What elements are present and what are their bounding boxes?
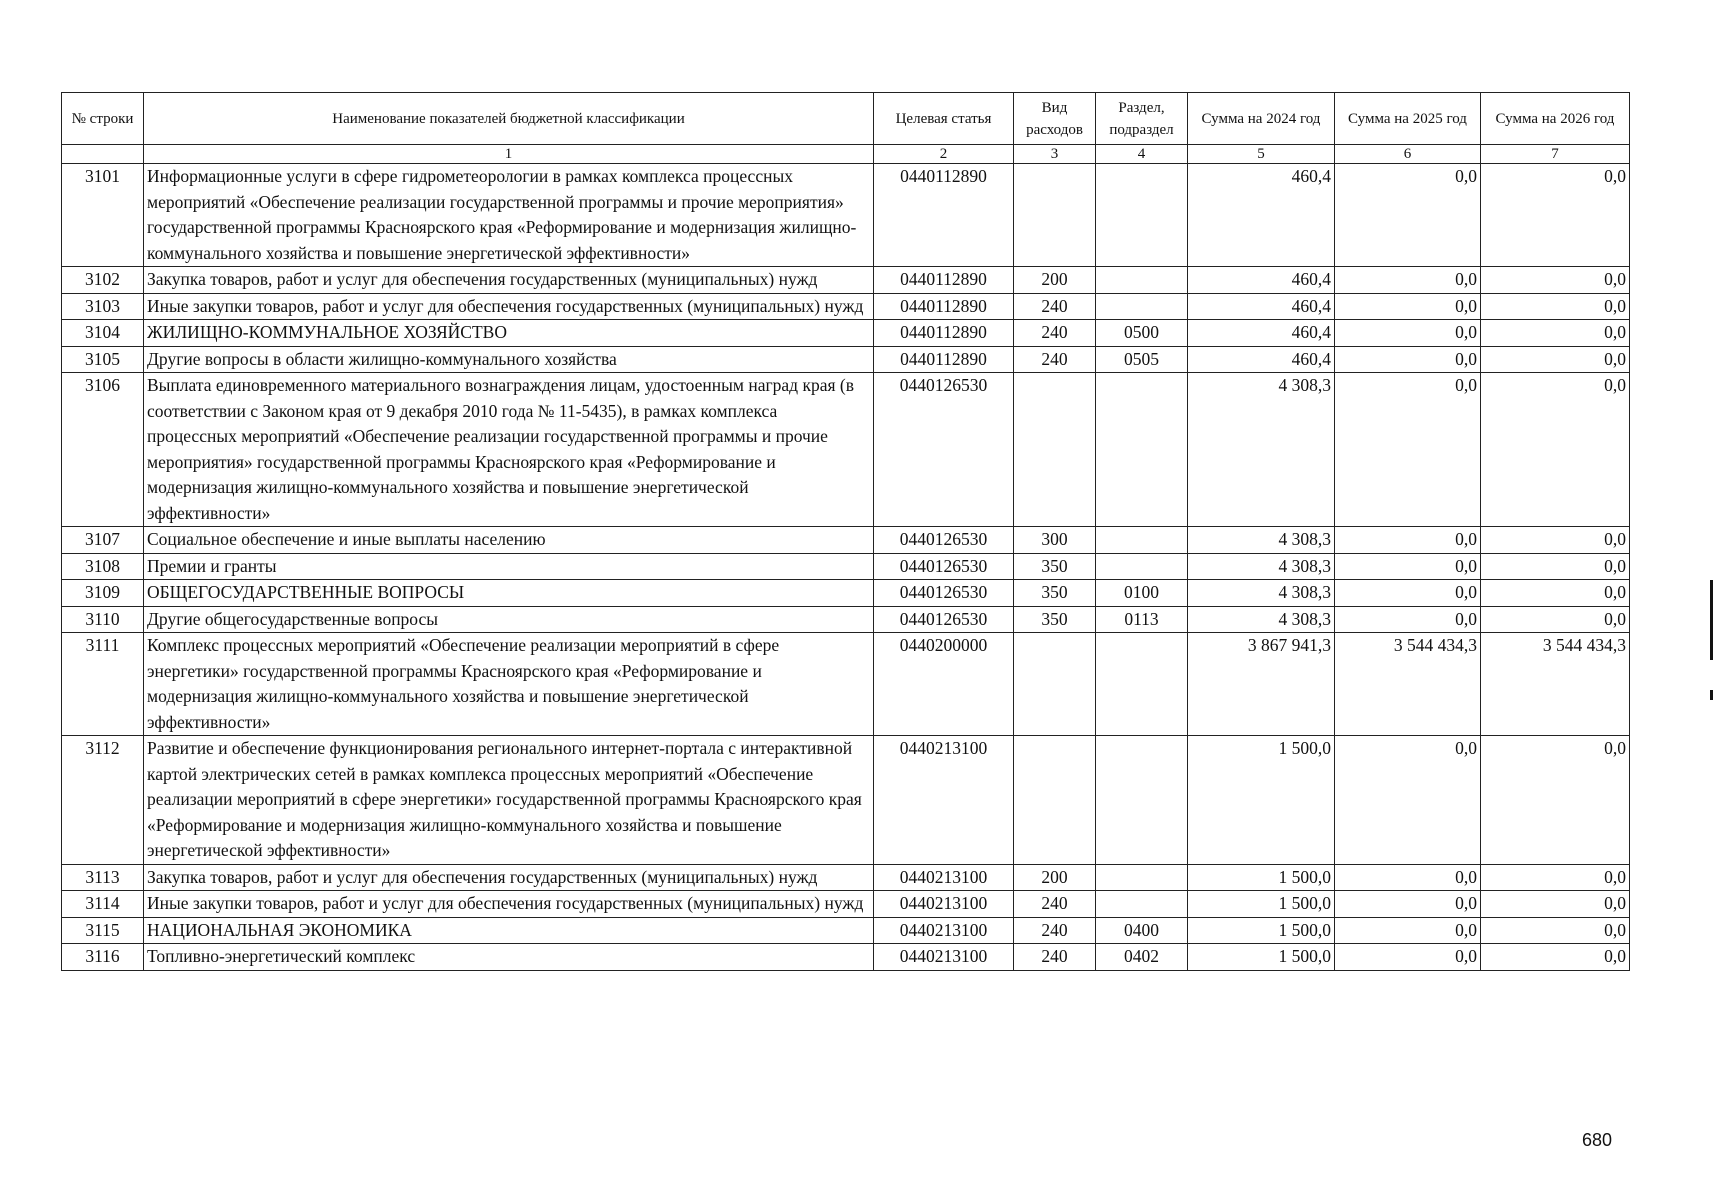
sum-2026: 0,0 — [1481, 891, 1630, 918]
indicator-name: Социальное обеспечение и иные выплаты населению — [144, 527, 874, 554]
section-code — [1096, 891, 1188, 918]
sum-2026: 0,0 — [1481, 606, 1630, 633]
target-article: 0440213100 — [874, 891, 1014, 918]
sum-2025: 0,0 — [1335, 736, 1481, 865]
sum-2025: 0,0 — [1335, 164, 1481, 267]
row-number: 3101 — [62, 164, 144, 267]
sum-2025: 0,0 — [1335, 580, 1481, 607]
expense-type: 350 — [1014, 553, 1096, 580]
expense-type — [1014, 633, 1096, 736]
sum-2024: 4 308,3 — [1188, 580, 1335, 607]
header-sum-2025: Сумма на 2025 год — [1335, 93, 1481, 145]
column-number — [62, 145, 144, 164]
sum-2026: 0,0 — [1481, 944, 1630, 971]
section-code — [1096, 527, 1188, 554]
sum-2026: 0,0 — [1481, 527, 1630, 554]
indicator-name: Премии и гранты — [144, 553, 874, 580]
column-number: 2 — [874, 145, 1014, 164]
sum-2024: 1 500,0 — [1188, 736, 1335, 865]
sum-2025: 0,0 — [1335, 553, 1481, 580]
sum-2024: 460,4 — [1188, 346, 1335, 373]
expense-type: 300 — [1014, 527, 1096, 554]
section-code: 0400 — [1096, 917, 1188, 944]
section-code: 0402 — [1096, 944, 1188, 971]
indicator-name: ОБЩЕГОСУДАРСТВЕННЫЕ ВОПРОСЫ — [144, 580, 874, 607]
expense-type: 240 — [1014, 320, 1096, 347]
row-number: 3107 — [62, 527, 144, 554]
sum-2024: 3 867 941,3 — [1188, 633, 1335, 736]
sum-2024: 1 500,0 — [1188, 891, 1335, 918]
target-article: 0440200000 — [874, 633, 1014, 736]
table-row — [62, 553, 1630, 580]
sum-2025: 0,0 — [1335, 891, 1481, 918]
header-sum-2026: Сумма на 2026 год — [1481, 93, 1630, 145]
sum-2025: 0,0 — [1335, 320, 1481, 347]
expense-type: 200 — [1014, 864, 1096, 891]
row-number: 3102 — [62, 267, 144, 294]
indicator-name: Иные закупки товаров, работ и услуг для обеспечения государственных (муниципальных) нужд — [144, 293, 874, 320]
table-row — [62, 736, 1630, 865]
target-article: 0440213100 — [874, 864, 1014, 891]
row-number: 3112 — [62, 736, 144, 865]
indicator-name: Информационные услуги в сфере гидрометеорологии в рамках комплекса процессных мероприятий «Обеспечение реализации государственной программы и прочие мероприятия» государственной программы Красноярского края «Реформирование и модернизация жилищно-коммунального хозяйства и повышение энергетической эффективности» — [144, 164, 874, 267]
header-expense-type: Вид расходов — [1014, 93, 1096, 145]
sum-2025: 0,0 — [1335, 293, 1481, 320]
indicator-name: Иные закупки товаров, работ и услуг для обеспечения государственных (муниципальных) нужд — [144, 891, 874, 918]
sum-2025: 0,0 — [1335, 917, 1481, 944]
sum-2024: 1 500,0 — [1188, 864, 1335, 891]
column-number: 6 — [1335, 145, 1481, 164]
sum-2026: 0,0 — [1481, 267, 1630, 294]
sum-2025: 3 544 434,3 — [1335, 633, 1481, 736]
sum-2026: 0,0 — [1481, 553, 1630, 580]
sum-2026: 0,0 — [1481, 346, 1630, 373]
row-number: 3108 — [62, 553, 144, 580]
header-sum-2024: Сумма на 2024 год — [1188, 93, 1335, 145]
sum-2024: 4 308,3 — [1188, 606, 1335, 633]
sum-2025: 0,0 — [1335, 944, 1481, 971]
table-row — [62, 864, 1630, 891]
table-row — [62, 527, 1630, 554]
row-number: 3104 — [62, 320, 144, 347]
column-number: 1 — [144, 145, 874, 164]
table-row — [62, 164, 1630, 267]
target-article: 0440112890 — [874, 164, 1014, 267]
expense-type: 350 — [1014, 606, 1096, 633]
target-article: 0440126530 — [874, 606, 1014, 633]
column-number: 4 — [1096, 145, 1188, 164]
section-code — [1096, 736, 1188, 865]
sum-2024: 4 308,3 — [1188, 553, 1335, 580]
target-article: 0440112890 — [874, 320, 1014, 347]
indicator-name: Закупка товаров, работ и услуг для обеспечения государственных (муниципальных) нужд — [144, 267, 874, 294]
expense-type: 240 — [1014, 891, 1096, 918]
table-row — [62, 917, 1630, 944]
sum-2026: 0,0 — [1481, 373, 1630, 527]
sum-2025: 0,0 — [1335, 864, 1481, 891]
budget-table — [61, 92, 1630, 971]
indicator-name: Комплекс процессных мероприятий «Обеспечение реализации мероприятий в сфере энергетики» государственной программы Красноярского края «Реформирование и модернизация жилищно-коммунального хозяйства и повышение энергетической эффективности» — [144, 633, 874, 736]
expense-type: 200 — [1014, 267, 1096, 294]
indicator-name: Другие общегосударственные вопросы — [144, 606, 874, 633]
table-row — [62, 606, 1630, 633]
table-row — [62, 293, 1630, 320]
target-article: 0440126530 — [874, 580, 1014, 607]
section-code: 0505 — [1096, 346, 1188, 373]
indicator-name: Другие вопросы в области жилищно-коммунального хозяйства — [144, 346, 874, 373]
target-article: 0440112890 — [874, 293, 1014, 320]
scan-edge-mark — [1710, 690, 1713, 700]
section-code — [1096, 864, 1188, 891]
sum-2026: 0,0 — [1481, 864, 1630, 891]
section-code: 0100 — [1096, 580, 1188, 607]
indicator-name: Развитие и обеспечение функционирования регионального интернет-портала с интерактивной картой электрических сетей в рамках комплекса процессных мероприятий «Обеспечение реализации мероприятий в сфере энергетики» государственной программы Красноярского края «Реформирование и модернизация жилищно-коммунального хозяйства и повышение энергетической эффективности» — [144, 736, 874, 865]
table-row — [62, 267, 1630, 294]
sum-2026: 0,0 — [1481, 917, 1630, 944]
section-code — [1096, 553, 1188, 580]
expense-type: 240 — [1014, 293, 1096, 320]
expense-type: 240 — [1014, 917, 1096, 944]
sum-2024: 460,4 — [1188, 267, 1335, 294]
header-row-number: № строки — [62, 93, 144, 145]
row-number: 3106 — [62, 373, 144, 527]
row-number: 3111 — [62, 633, 144, 736]
target-article: 0440112890 — [874, 267, 1014, 294]
sum-2026: 0,0 — [1481, 580, 1630, 607]
target-article: 0440213100 — [874, 944, 1014, 971]
expense-type: 350 — [1014, 580, 1096, 607]
target-article: 0440112890 — [874, 346, 1014, 373]
target-article: 0440126530 — [874, 553, 1014, 580]
sum-2025: 0,0 — [1335, 373, 1481, 527]
indicator-name: ЖИЛИЩНО-КОММУНАЛЬНОЕ ХОЗЯЙСТВО — [144, 320, 874, 347]
expense-type: 240 — [1014, 944, 1096, 971]
indicator-name: НАЦИОНАЛЬНАЯ ЭКОНОМИКА — [144, 917, 874, 944]
sum-2024: 1 500,0 — [1188, 917, 1335, 944]
page-number: 680 — [1582, 1130, 1613, 1150]
sum-2025: 0,0 — [1335, 267, 1481, 294]
indicator-name: Закупка товаров, работ и услуг для обеспечения государственных (муниципальных) нужд — [144, 864, 874, 891]
header-row — [62, 93, 1630, 145]
row-number: 3109 — [62, 580, 144, 607]
section-code — [1096, 373, 1188, 527]
section-code — [1096, 633, 1188, 736]
sum-2024: 460,4 — [1188, 293, 1335, 320]
expense-type — [1014, 373, 1096, 527]
table-row — [62, 373, 1630, 527]
sum-2025: 0,0 — [1335, 527, 1481, 554]
table-row — [62, 891, 1630, 918]
sum-2026: 3 544 434,3 — [1481, 633, 1630, 736]
sum-2026: 0,0 — [1481, 293, 1630, 320]
table-row — [62, 346, 1630, 373]
sum-2026: 0,0 — [1481, 320, 1630, 347]
sum-2026: 0,0 — [1481, 736, 1630, 865]
target-article: 0440213100 — [874, 917, 1014, 944]
header-section-subsection: Раздел, подраздел — [1096, 93, 1188, 145]
row-number: 3113 — [62, 864, 144, 891]
sum-2025: 0,0 — [1335, 606, 1481, 633]
column-number: 5 — [1188, 145, 1335, 164]
header-indicator-name: Наименование показателей бюджетной классификации — [144, 93, 874, 145]
row-number: 3114 — [62, 891, 144, 918]
sum-2024: 1 500,0 — [1188, 944, 1335, 971]
indicator-name: Топливно-энергетический комплекс — [144, 944, 874, 971]
sum-2024: 460,4 — [1188, 164, 1335, 267]
table-row — [62, 944, 1630, 971]
row-number: 3103 — [62, 293, 144, 320]
section-code — [1096, 267, 1188, 294]
target-article: 0440126530 — [874, 373, 1014, 527]
column-number: 7 — [1481, 145, 1630, 164]
row-number: 3110 — [62, 606, 144, 633]
expense-type — [1014, 164, 1096, 267]
section-code — [1096, 164, 1188, 267]
sum-2024: 460,4 — [1188, 320, 1335, 347]
target-article: 0440213100 — [874, 736, 1014, 865]
section-code — [1096, 293, 1188, 320]
table-row — [62, 580, 1630, 607]
sum-2024: 4 308,3 — [1188, 373, 1335, 527]
sum-2025: 0,0 — [1335, 346, 1481, 373]
header-target-article: Целевая статья — [874, 93, 1014, 145]
column-number-row — [62, 145, 1630, 164]
target-article: 0440126530 — [874, 527, 1014, 554]
row-number: 3115 — [62, 917, 144, 944]
indicator-name: Выплата единовременного материального вознаграждения лицам, удостоенным наград края (в соответствии с Законом края от 9 декабря 2010 года № 11-5435), в рамках комплекса процессных мероприятий «Обеспечение реализации государственной программы и прочие мероприятия» государственной программы Красноярского края «Реформирование и модернизация жилищно-коммунального хозяйства и повышение энергетической эффективности» — [144, 373, 874, 527]
row-number: 3105 — [62, 346, 144, 373]
row-number: 3116 — [62, 944, 144, 971]
section-code: 0113 — [1096, 606, 1188, 633]
sum-2026: 0,0 — [1481, 164, 1630, 267]
section-code: 0500 — [1096, 320, 1188, 347]
expense-type — [1014, 736, 1096, 865]
sum-2024: 4 308,3 — [1188, 527, 1335, 554]
column-number: 3 — [1014, 145, 1096, 164]
expense-type: 240 — [1014, 346, 1096, 373]
scan-edge-mark — [1710, 580, 1713, 660]
table-row — [62, 320, 1630, 347]
table-row — [62, 633, 1630, 736]
